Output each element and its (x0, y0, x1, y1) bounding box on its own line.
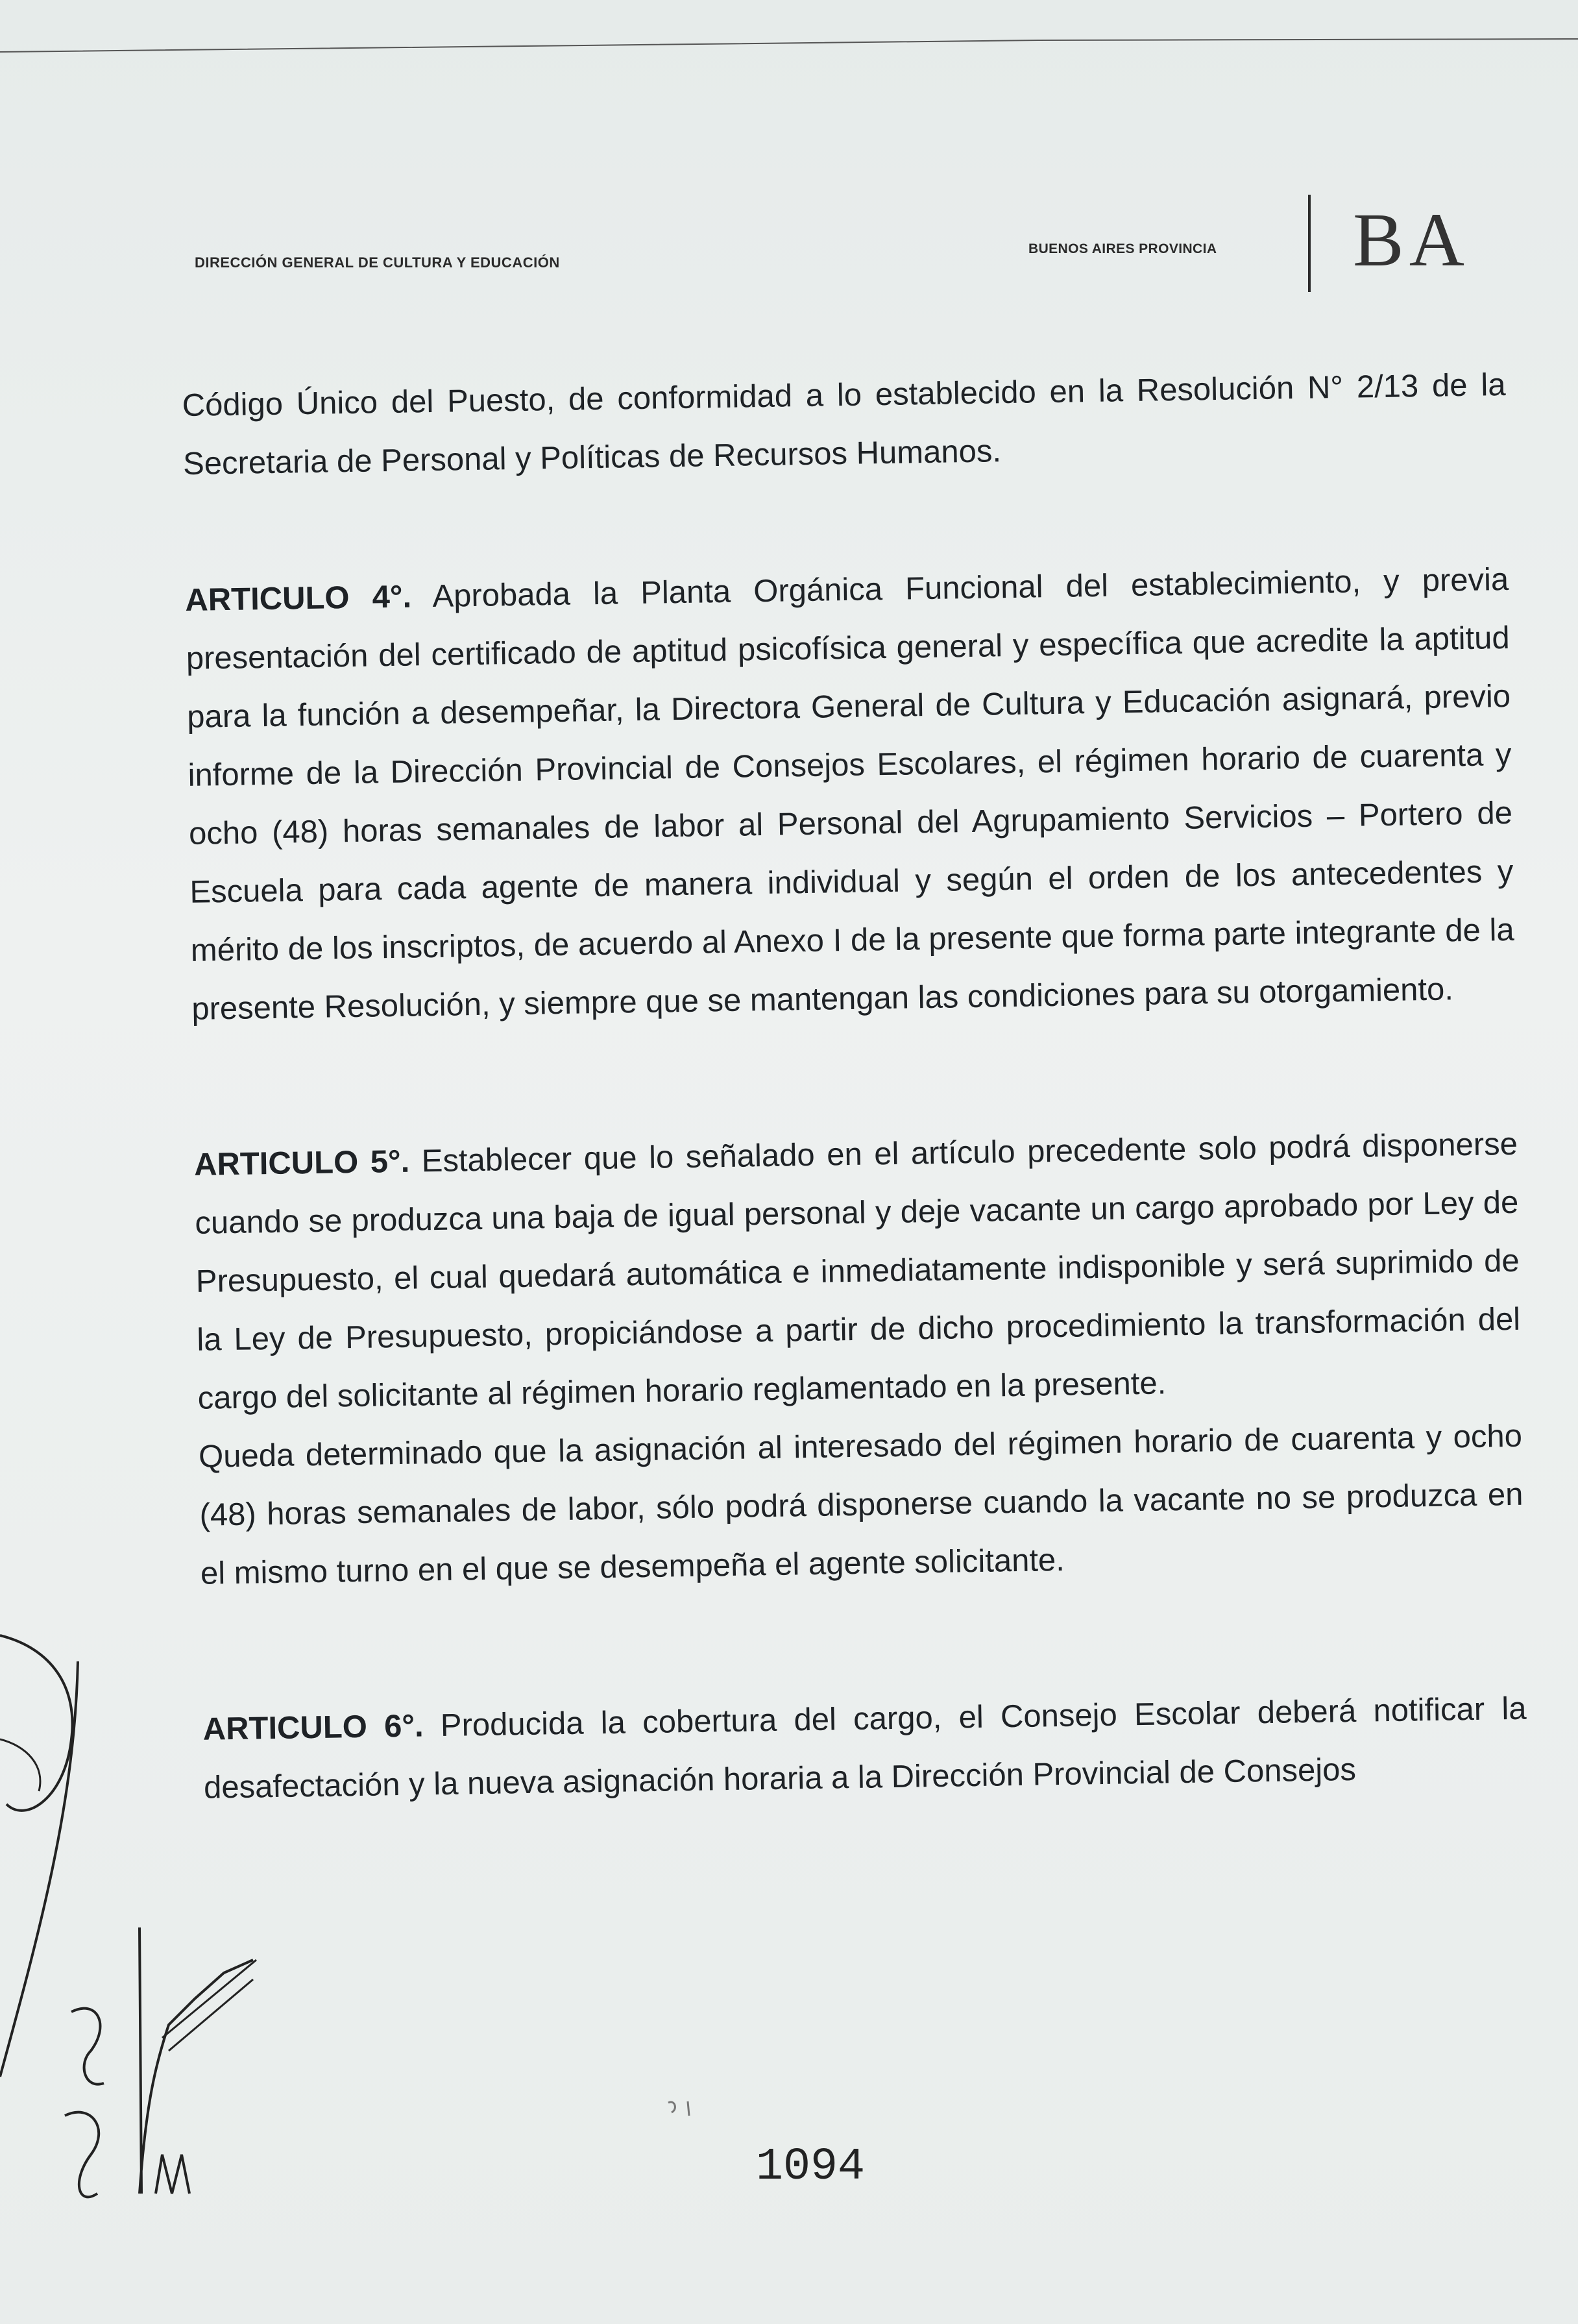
article-6-label: ARTICULO 6°. (202, 1708, 424, 1747)
document-body (182, 356, 1528, 1817)
article-5-label: ARTICULO 5°. (193, 1144, 410, 1182)
intro-paragraph: Código Único del Puesto, de conformidad a lo establecido en la Resolución N° 2/13 de la Secretaria de Personal y Políticas de Recursos Humanos. (182, 367, 1506, 482)
article-6 (202, 1680, 1528, 1817)
paper-edge-line (0, 26, 1578, 65)
article-4-text: Aprobada la Planta Orgánica Funcional del establecimiento, y previa presentación del certificado de aptitud psicofísica general y específica que acredite la aptitud para la función a desempeñar, la Directora General de Cultura y Educación asignará, previo informe de la Dirección Provincial de Consejos Escolares, el régimen horario de cuarenta y ocho (48) horas semanales de labor al Personal del Agrupamiento Servicios – Portero de Escuela para cada agente de manera individual y según el orden de los antecedentes y mérito de los inscriptos, de acuerdo al Anexo I de la presente que forma parte integrante de la presente Resolución, y siempre que se mantengan las condiciones para su otorgamiento. (186, 561, 1515, 1027)
header-province: BUENOS AIRES PROVINCIA (1028, 241, 1217, 256)
article-6-text: Producida la cobertura del cargo, el Consejo Escolar deberá notificar la desafectación y la nueva asignación horaria a la Dirección Provincial de Consejos (203, 1691, 1527, 1805)
article-5-continuation: Queda determinado que la asignación al interesado del régimen horario de cuarenta y ocho (48) horas semanales de labor, sólo podrá disponerse cuando la vacante no se produzca en el mismo turno en el que se desempeña el agente solicitante. (198, 1418, 1523, 1591)
article-4-label: ARTICULO 4°. (184, 579, 412, 618)
handwritten-signature (0, 1609, 324, 2258)
header-institution: DIRECCIÓN GENERAL DE CULTURA Y EDUCACIÓN (195, 254, 560, 271)
article-4 (185, 550, 1516, 1038)
header-divider (1308, 195, 1311, 292)
ba-logo: BA (1353, 197, 1470, 282)
article-5 (193, 1115, 1522, 1428)
ink-smudge (662, 2096, 707, 2135)
page-number: 1094 (756, 2142, 866, 2193)
article-5-text: Establecer que lo señalado en el artículo precedente solo podrá disponerse cuando se produzca una baja de igual personal y deje vacante un cargo aprobado por Ley de Presupuesto, el cual quedará automática e inmediatamente indisponible y será suprimido de la Ley de Presupuesto, propiciándose a partir de dicho procedimiento la transformación del cargo del solicitante al régimen horario reglamentado en la presente. (195, 1126, 1521, 1416)
